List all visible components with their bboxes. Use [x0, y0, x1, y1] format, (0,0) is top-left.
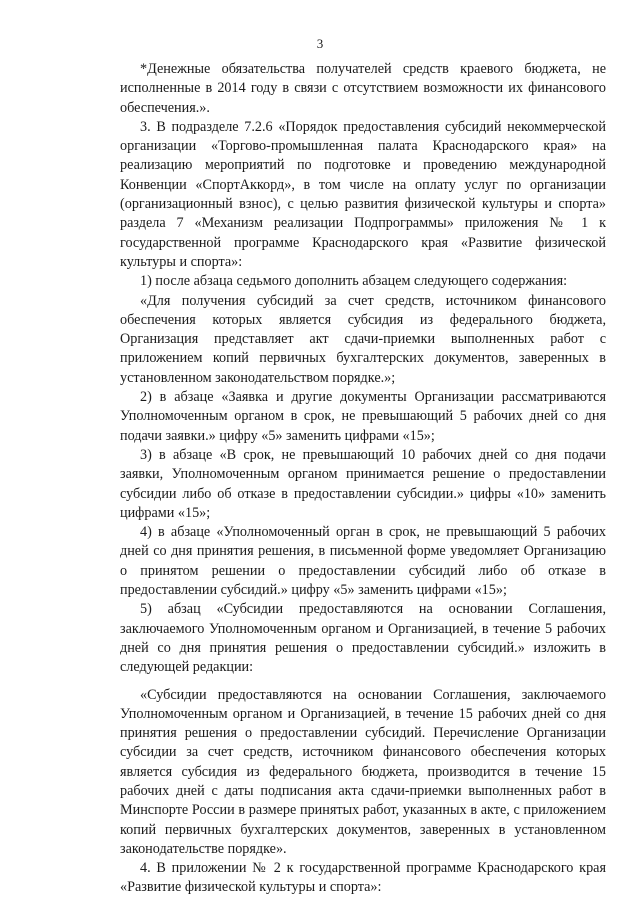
- paragraph-subitem-1: 1) после абзаца седьмого дополнить абзацем следующего содержания:: [140, 273, 568, 290]
- page-number: 3: [316, 36, 324, 51]
- footnote-paragraph: *Денежные обязательства получателей средств краевого бюджета, не исполненные в 2014 году в связи с отсутствием возможности их финансового обеспечения.».: [120, 61, 606, 116]
- paragraph-item-4: 4. В приложении № 2 к государственной программе Краснодарского края «Развитие физической культуры и спорта»:: [120, 860, 606, 896]
- paragraph-subitem-3: 3) в абзаце «В срок, не превышающий 10 рабочих дней со дня подачи заявки, Уполномоченным органом принимается решение о предоставлении субсидии либо об отказе в предоставлении субсидии.» цифры «10» заменить цифрами «15»;: [120, 446, 606, 521]
- paragraph-item-3: 3. В подразделе 7.2.6 «Порядок предоставления субсидий некоммерческой организации «Торгово-промышленная палата Краснодарского края» на реализацию мероприятий по подготовке и проведению международной Конвенции «СпортАккорд», в том числе на оплату услуг по организации (организационный взнос), с целью развития физической культуры и спорта» раздела 7 «Механизм реализации Подпрограммы» приложения № 1 к государственной программе Краснодарского края «Развитие физической культуры и спорта»:: [120, 118, 606, 270]
- paragraph-subitem-4: 4) в абзаце «Уполномоченный орган в срок, не превышающий 5 рабочих дней со дня принятия решения, в письменной форме уведомляет Организацию о принятом решении о предоставлении субсидий либо об отказе в предоставлении субсидий.» цифру «5» заменить цифрами «15»;: [120, 524, 606, 599]
- quoted-paragraph-revised-text: «Субсидии предоставляются на основании Соглашения, заключаемого Уполномоченным органом и Организацией, в течение 15 рабочих дней со дня принятия решения о предоставлении субсидий. Перечисление Организации субсидии за счет средств, источником финансового обеспечения которых является субсидия из федерального бюджета, производится в течение 15 рабочих дней с даты подписания акта сдачи-приемки выполненных работ в Минспорте России в размере принятых работ, указанных в акте, с приложением копий первичных бухгалтерских документов, заверенных в установленном законодательстве порядке».: [120, 686, 606, 857]
- document-body: [120, 60, 606, 898]
- paragraph-subitem-5: 5) абзац «Субсидии предоставляются на основании Соглашения, заключаемого Уполномоченным органом и Организацией, в течение 5 рабочих дней со дня принятия решения о предоставлении субсидий.» изложить в следующей редакции:: [120, 601, 606, 676]
- paragraph-subitem-2: 2) в абзаце «Заявка и другие документы Организации рассматриваются Уполномоченным органом в срок, не превышающий 5 рабочих дней со дня подачи заявки.» цифру «5» заменить цифрами «15»;: [120, 389, 606, 444]
- quoted-paragraph-new-text: «Для получения субсидий за счет средств, источником финансового обеспечения которых является субсидия из федерального бюджета, Организация представляет акт сдачи-приемки выполненных работ с приложением копий первичных бухгалтерских документов, заверенных в установленном законодательством порядке.»;: [120, 292, 606, 386]
